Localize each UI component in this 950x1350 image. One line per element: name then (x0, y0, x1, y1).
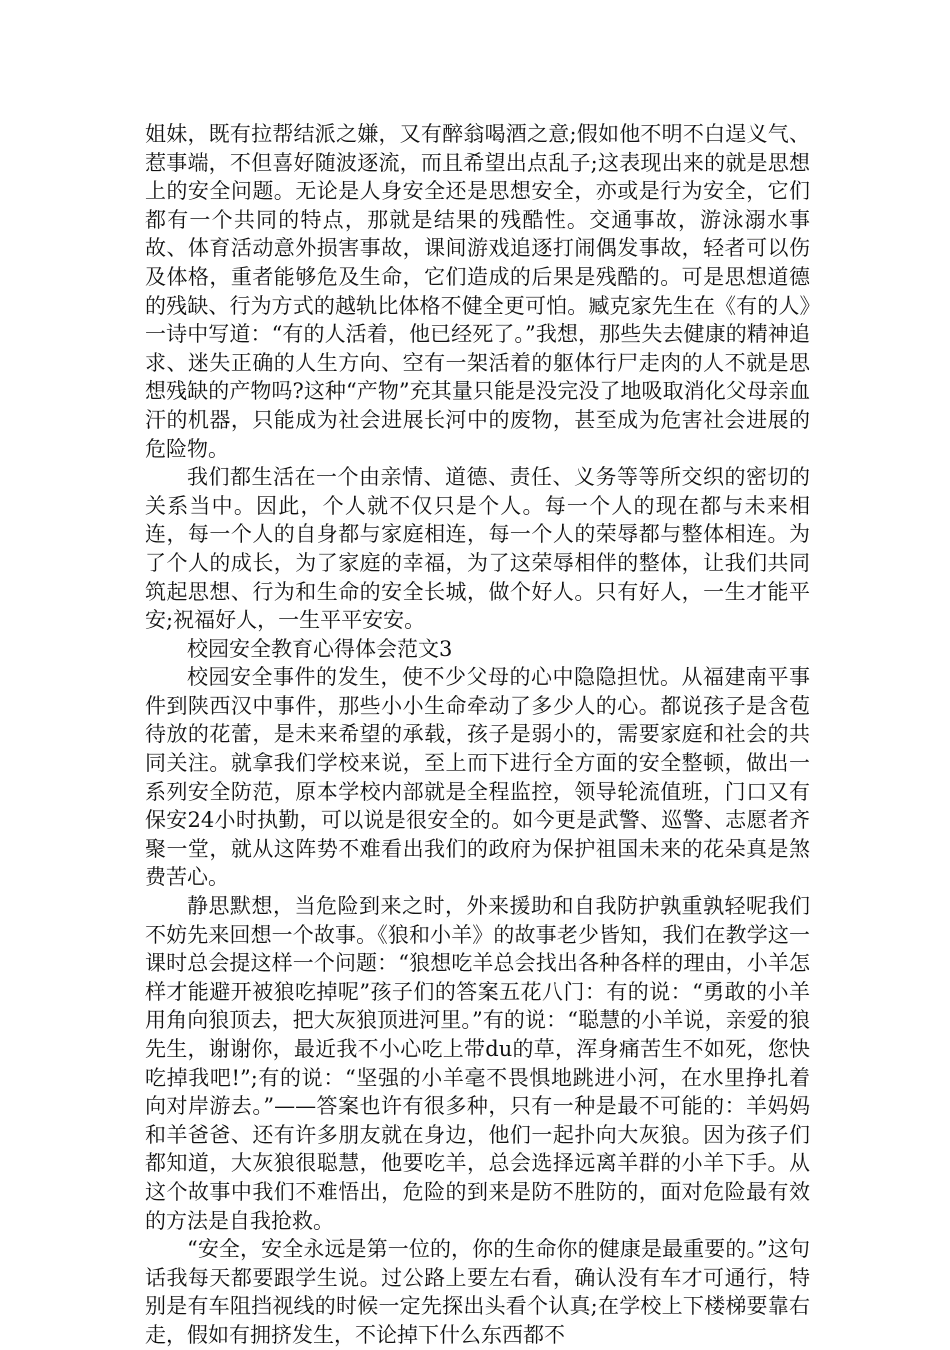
paragraph-safety-first: “安全，安全永远是第一位的，你的生命你的健康是最重要的。”这句话我每天都要跟学生说。过公路上要左右看，确认没有车才可通行，特别是有车阻挡视线的时候一定先探出头看个认真;在学校上下楼梯要靠右走，假如有拥挤发生，不论掉下什么东西都不 (145, 1237, 810, 1347)
section-heading: 校园安全教育心得体会范文3 (187, 636, 453, 661)
paragraph-continued: 姐妹，既有拉帮结派之嫌，又有醉翁喝酒之意;假如他不明不白逞义气、惹事端，不但喜好随波逐流，而且希望出点乱子;这表现出来的就是思想上的安全问题。无论是人身安全还是思想安全，亦或是行为安全，它们都有一个共同的特点，那就是结果的残酷性。交通事故，游泳溺水事故、体育活动意外损害事故，课间游戏追逐打闹偶发事故，轻者可以伤及体格，重者能够危及生命，它们造成的后果是残酷的。可是思想道德的残缺、行为方式的越轨比体格不健全更可怕。臧克家先生在《有的人》一诗中写道：“有的人活着，他已经死了。”我想，那些失去健康的精神追求、迷失正确的人生方向、空有一架活着的躯体行尸走肉的人不就是思想残缺的产物吗?这种“产物”充其量只能是没完没了地吸取消化父母亲血汗的机器，只能成为社会进展长河中的废物，甚至成为危害社会进展的危险物。 (145, 122, 810, 461)
paragraph-safety-network: 我们都生活在一个由亲情、道德、责任、义务等等所交织的密切的关系当中。因此，个人就不仅只是个人。每一个人的现在都与未来相连，每一个人的自身都与家庭相连，每一个人的荣辱都与整体相连。为了个人的成长，为了家庭的幸福，为了这荣辱相伴的整体，让我们共同筑起思想、行为和生命的安全长城，做个好人。只有好人，一生才能平安;祝福好人，一生平平安安。 (145, 465, 810, 633)
paragraph-wolf-and-lamb: 静思默想，当危险到来之时，外来援助和自我防护孰重孰轻呢我们不妨先来回想一个故事。《狼和小羊》的故事老少皆知，我们在教学这一课时总会提这样一个问题：“狼想吃羊总会找出各种各样的理由，小羊怎样才能避开被狼吃掉呢”孩子们的答案五花八门：有的说：“勇敢的小羊用角向狼顶去，把大灰狼顶进河里。”有的说：“聪慧的小羊说，亲爱的狼先生，谢谢你，最近我不小心吃上带du的草，浑身痛苦生不如死，您快吃掉我吧!”;有的说：“坚强的小羊毫不畏惧地跳进小河，在水里挣扎着向对岸游去。”——答案也许有很多种，只有一种是最不可能的：羊妈妈和羊爸爸、还有许多朋友就在身边，他们一起扑向大灰狼。因为孩子们都知道，大灰狼很聪慧，他要吃羊，总会选择远离羊群的小羊下手。从这个故事中我们不难悟出，危险的到来是防不胜防的，面对危险最有效的方法是自我抢救。 (145, 894, 810, 1233)
document-body (145, 120, 810, 1350)
paragraph-campus-events: 校园安全事件的发生，使不少父母的心中隐隐担忧。从福建南平事件到陕西汉中事件，那些小小生命牵动了多少人的心。都说孩子是含苞待放的花蕾，是未来希望的承载，孩子是弱小的，需要家庭和社会的共同关注。就拿我们学校来说，至上而下进行全方面的安全整顿，做出一系列安全防范，原本学校内部就是全程监控，领导轮流值班，门口又有保安24小时执勤，可以说是很安全的。如今更是武警、巡警、志愿者齐聚一堂，就从这阵势不难看出我们的政府为保护祖国未来的花朵真是煞费苦心。 (145, 665, 810, 890)
